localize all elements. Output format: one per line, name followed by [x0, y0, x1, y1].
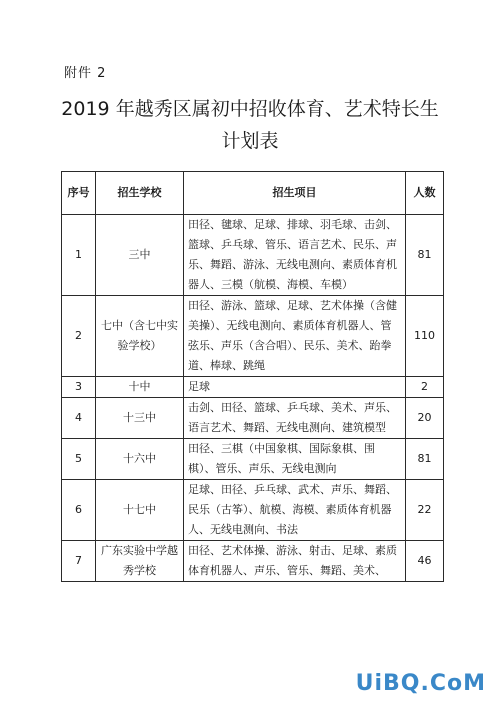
row-items: 田径、艺术体操、游泳、射击、足球、素质体育机器人、声乐、管乐、舞蹈、美术、	[184, 541, 406, 582]
row-no: 1	[62, 215, 96, 296]
enrollment-plan-table	[61, 171, 444, 582]
row-school: 十中	[96, 377, 184, 398]
table-row	[62, 377, 444, 398]
row-no: 5	[62, 439, 96, 480]
row-no: 4	[62, 398, 96, 439]
document-title-line1: 2019 年越秀区属初中招收体育、艺术特长生	[61, 98, 439, 120]
row-items: 足球、田径、乒乓球、武术、声乐、舞蹈、民乐（古筝）、航模、海模、素质体育机器人、无线电测向、书法	[184, 480, 406, 541]
row-count: 81	[406, 439, 444, 480]
row-count: 22	[406, 480, 444, 541]
row-no: 6	[62, 480, 96, 541]
table-header	[62, 172, 444, 215]
row-count: 110	[406, 296, 444, 377]
table-body	[62, 215, 444, 582]
row-school: 十六中	[96, 439, 184, 480]
table-row	[62, 296, 444, 377]
row-school: 七中（含七中实验学校）	[96, 296, 184, 377]
site-watermark: UiBQ.CoM	[355, 671, 486, 696]
document-title-line2: 计划表	[221, 130, 279, 152]
table-row	[62, 541, 444, 582]
row-items: 田径、三棋（中国象棋、国际象棋、围棋）、管乐、声乐、无线电测向	[184, 439, 406, 480]
row-no: 3	[62, 377, 96, 398]
header-school: 招生学校	[96, 172, 184, 215]
row-no: 2	[62, 296, 96, 377]
row-count: 2	[406, 377, 444, 398]
row-school: 十七中	[96, 480, 184, 541]
table-row	[62, 439, 444, 480]
table-header-row	[62, 172, 444, 215]
row-school: 广东实验中学越秀学校	[96, 541, 184, 582]
table-row	[62, 215, 444, 296]
row-items: 足球	[184, 377, 406, 398]
attachment-label: 附件 2	[64, 66, 107, 81]
row-items: 田径、游泳、篮球、足球、艺术体操（含健美操）、无线电测向、素质体育机器人、管弦乐、声乐（含合唱）、民乐、美术、跆拳道、棒球、跳绳	[184, 296, 406, 377]
header-count: 人数	[406, 172, 444, 215]
row-school: 十三中	[96, 398, 184, 439]
row-count: 46	[406, 541, 444, 582]
row-items: 击剑、田径、篮球、乒乓球、美术、声乐、语言艺术、舞蹈、无线电测向、建筑模型	[184, 398, 406, 439]
header-items: 招生项目	[184, 172, 406, 215]
row-items: 田径、毽球、足球、排球、羽毛球、击剑、篮球、乒乓球、管乐、语言艺术、民乐、声乐、舞蹈、游泳、无线电测向、素质体育机器人、三模（航模、海模、车模）	[184, 215, 406, 296]
row-count: 20	[406, 398, 444, 439]
row-no: 7	[62, 541, 96, 582]
table-row	[62, 398, 444, 439]
header-no: 序号	[62, 172, 96, 215]
table-row	[62, 480, 444, 541]
row-count: 81	[406, 215, 444, 296]
row-school: 三中	[96, 215, 184, 296]
